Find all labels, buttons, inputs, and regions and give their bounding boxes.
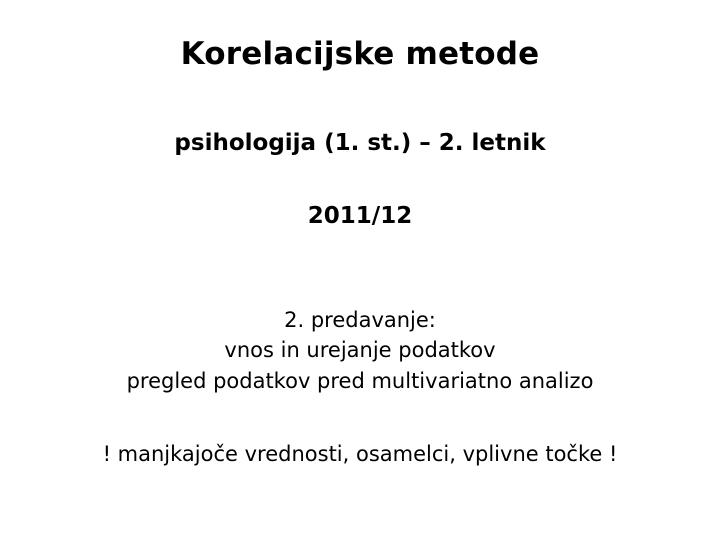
note-line: ! manjkajoče vrednosti, osamelci, vplivne točke !: [102, 442, 618, 466]
lecture-topic-line-1: vnos in urejanje podatkov: [224, 338, 496, 363]
subtitle-block: [0, 129, 720, 231]
course-line: psihologija (1. st.) – 2. letnik: [174, 130, 546, 157]
academic-year-line: 2011/12: [307, 202, 413, 229]
lecture-block: [0, 305, 720, 396]
lecture-number-line: 2. predavanje:: [284, 307, 436, 332]
page-title: Korelacijske metode: [180, 36, 540, 72]
lecture-topic-line-2: pregled podatkov pred multivariatno analizo: [126, 368, 594, 393]
